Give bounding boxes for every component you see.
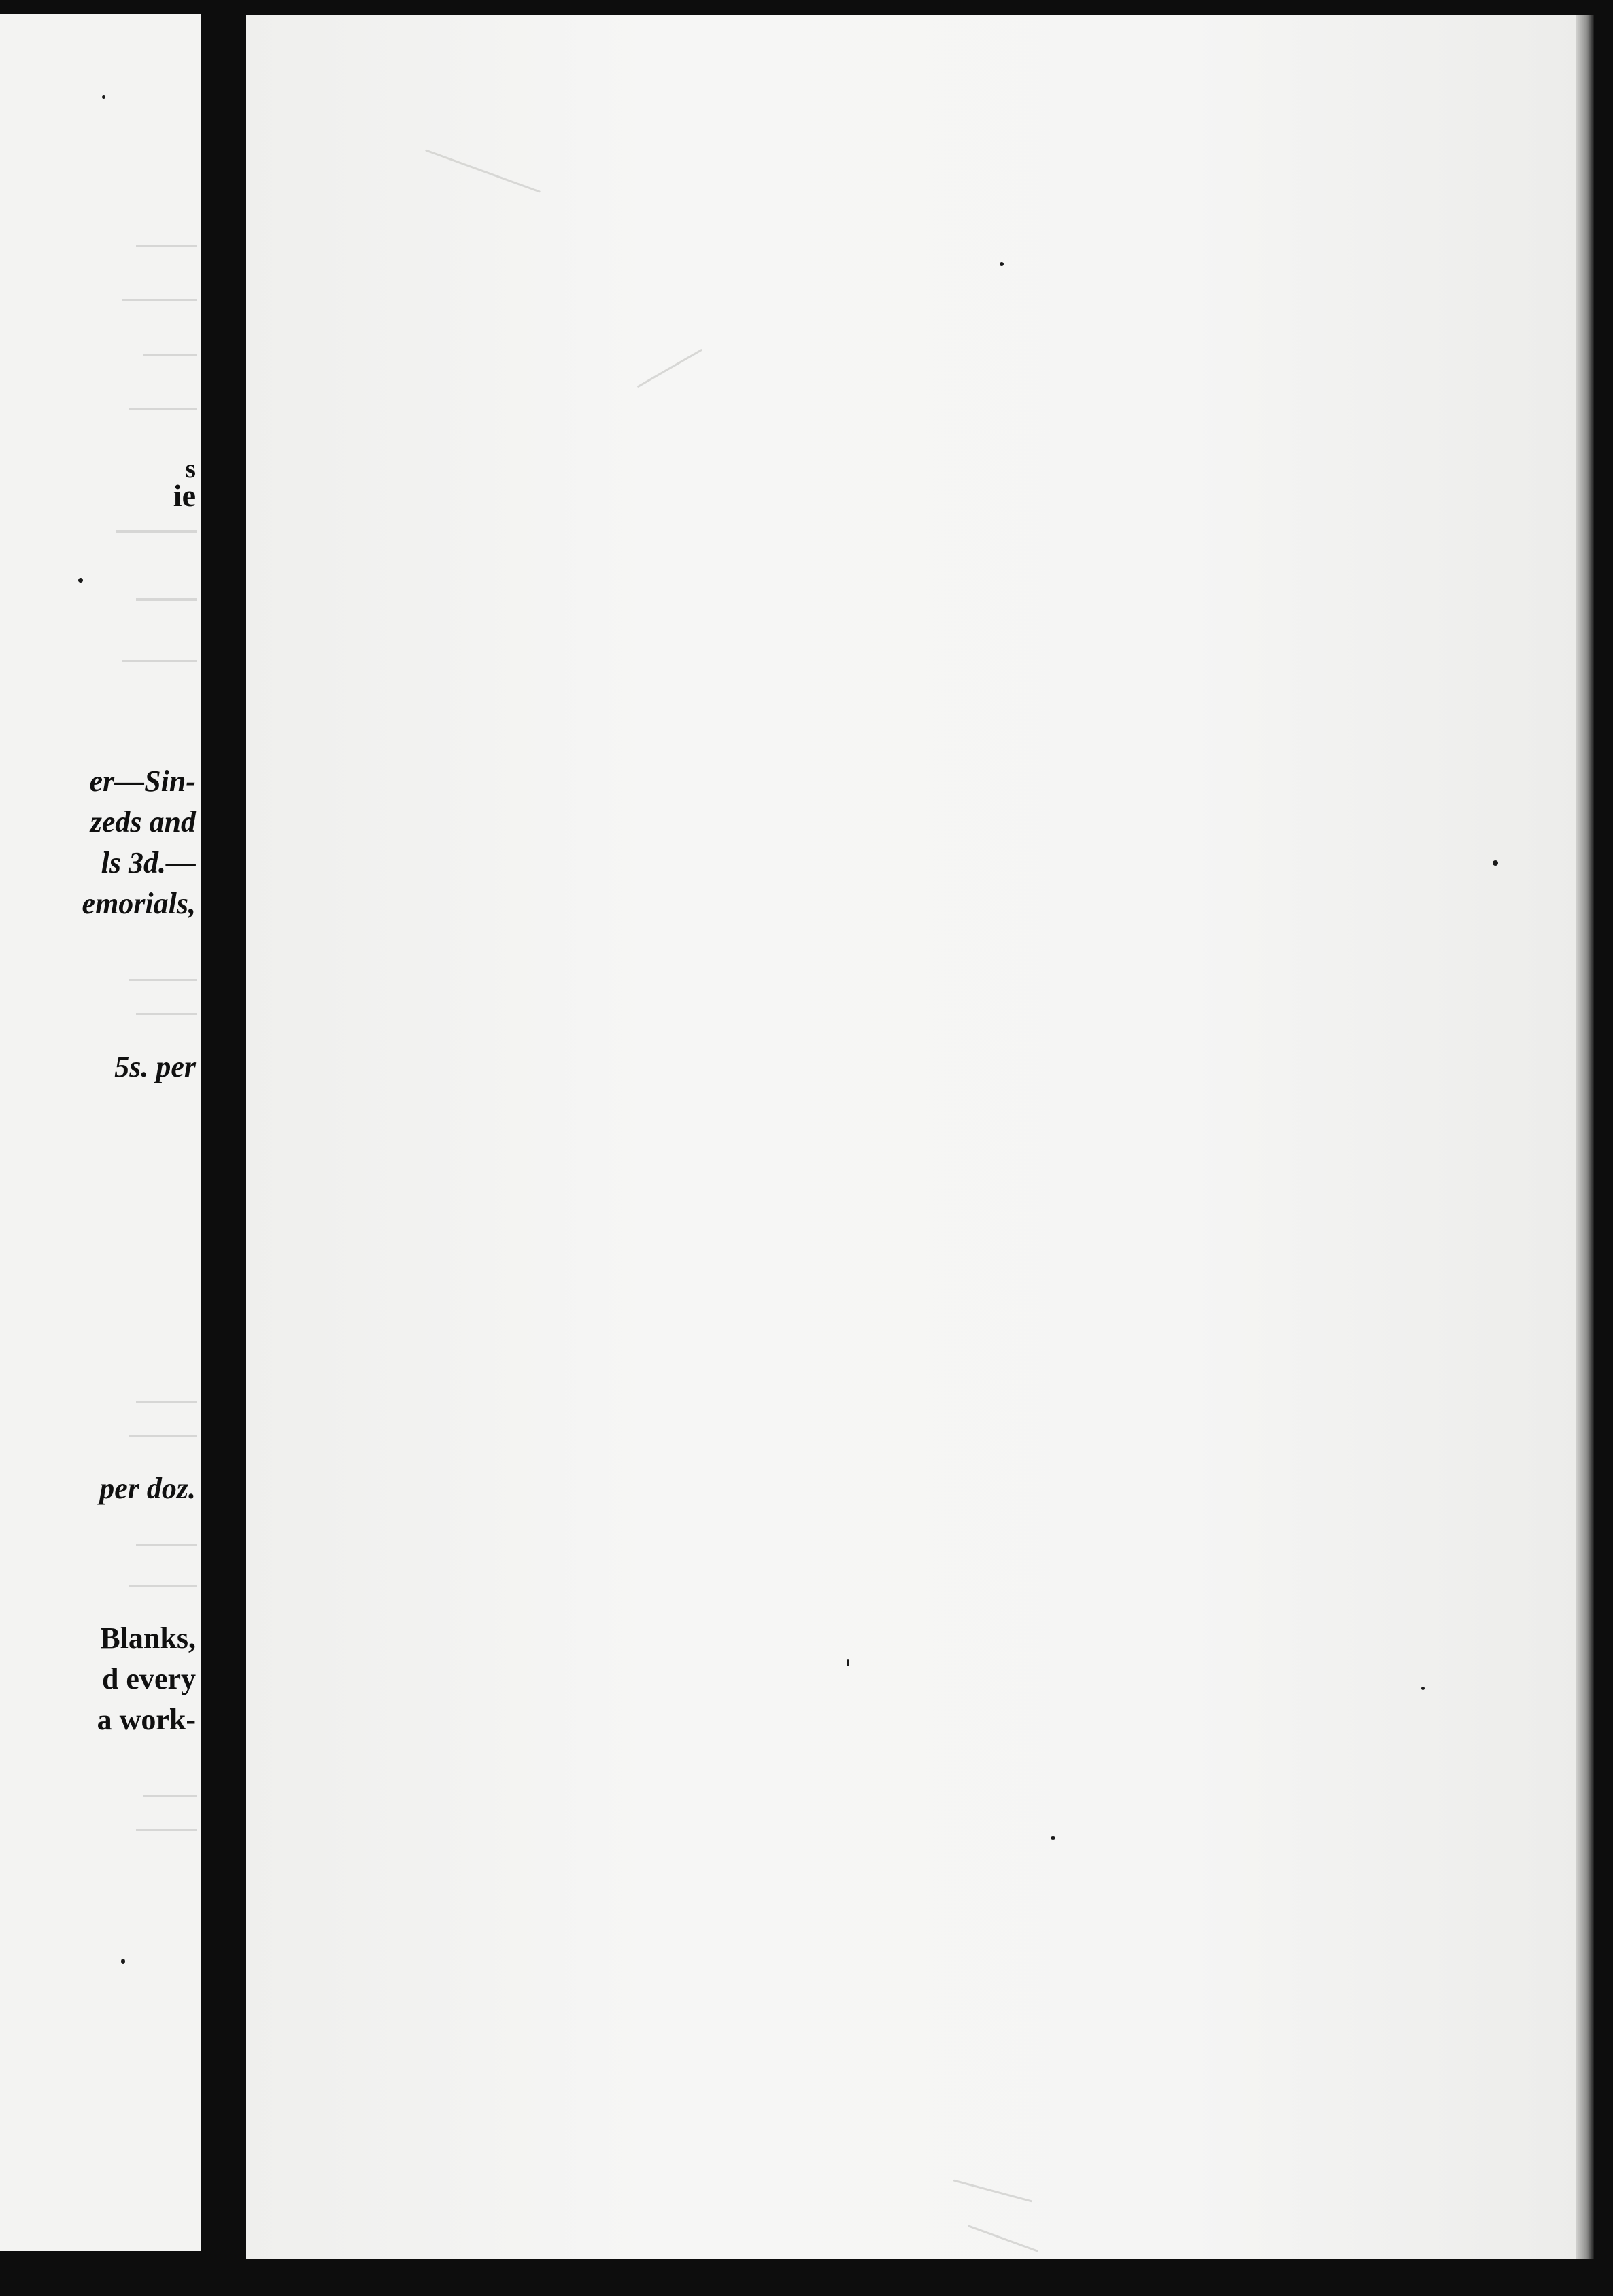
faint-text-line — [122, 660, 197, 662]
left-fragment-line: s — [185, 453, 196, 484]
faint-text-line — [136, 1544, 197, 1546]
left-fragment-line: Blanks, — [100, 1621, 196, 1655]
ink-speck — [1493, 860, 1498, 866]
blank-page — [246, 15, 1594, 2259]
faint-text-line — [129, 408, 197, 410]
left-fragment-line: 5s. per — [114, 1050, 196, 1083]
ink-speck — [1000, 262, 1004, 266]
left-fragment-line: d every — [101, 1662, 196, 1695]
ink-speck — [1421, 1687, 1425, 1690]
left-fragment-line: er—Sin- — [89, 764, 196, 798]
left-fragment-line: ie — [173, 478, 196, 513]
faint-text-line — [116, 530, 197, 533]
faint-text-line — [129, 1585, 197, 1587]
left-fragment-line: a work- — [97, 1703, 196, 1736]
faint-text-line — [136, 598, 197, 601]
left-fragment-line: per doz. — [99, 1472, 196, 1505]
page-edge-shadow — [1576, 15, 1594, 2259]
scan-border — [1594, 0, 1613, 2296]
ink-speck — [78, 578, 83, 583]
faint-text-line — [136, 1829, 197, 1831]
faint-text-line — [136, 245, 197, 247]
faint-text-line — [143, 1795, 197, 1797]
faint-text-line — [136, 1013, 197, 1015]
faint-text-line — [136, 1401, 197, 1403]
ink-speck — [102, 95, 105, 99]
ink-speck — [121, 1959, 125, 1964]
ink-speck — [847, 1659, 849, 1666]
faint-text-line — [122, 299, 197, 301]
left-fragment-line: ls 3d.— — [101, 846, 196, 879]
left-page-fragment — [0, 14, 201, 2251]
faint-text-line — [129, 1435, 197, 1437]
left-fragment-line: zeds and — [90, 805, 196, 839]
faint-text-line — [143, 354, 197, 356]
ink-speck — [1051, 1836, 1055, 1840]
left-fragment-line: emorials, — [82, 887, 196, 920]
faint-text-line — [129, 979, 197, 981]
